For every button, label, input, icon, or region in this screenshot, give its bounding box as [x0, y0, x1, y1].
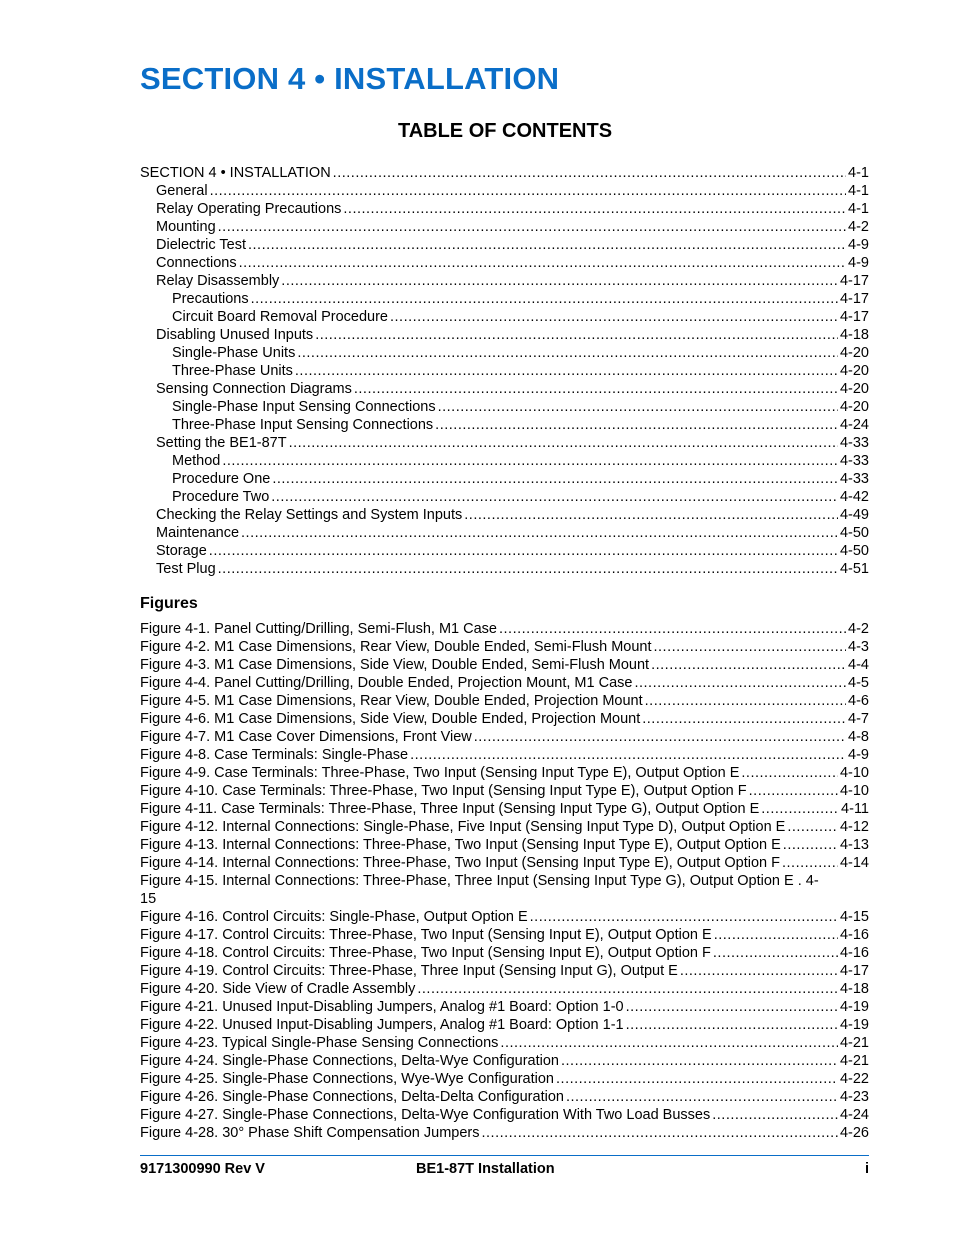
- figure-entry[interactable]: [140, 710, 869, 728]
- figure-entry[interactable]: [140, 908, 869, 926]
- toc-entry[interactable]: [140, 434, 869, 452]
- dot-leader: [297, 344, 838, 362]
- toc-entry-page: 4-18: [839, 327, 869, 343]
- dot-leader: [530, 908, 838, 926]
- figure-entry-text: Figure 4-28. 30° Phase Shift Compensation Jumpers: [140, 1125, 480, 1141]
- figure-entry[interactable]: [140, 980, 869, 998]
- dot-leader: [561, 1052, 838, 1070]
- dot-leader: [500, 1034, 838, 1052]
- footer-doc-title: BE1-87T Installation: [416, 1161, 555, 1177]
- toc-entry-page: 4-33: [839, 453, 869, 469]
- toc-entry-page: 4-2: [848, 219, 869, 235]
- figure-entry-page: 4-22: [839, 1071, 869, 1087]
- toc-entry-text: Mounting: [156, 219, 216, 235]
- figure-entry[interactable]: [140, 818, 869, 836]
- dot-leader: [680, 962, 838, 980]
- figure-entry[interactable]: [140, 1070, 869, 1088]
- toc-entry[interactable]: [140, 272, 869, 290]
- figure-entry-page: 4-10: [839, 783, 869, 799]
- footer-divider: [140, 1155, 869, 1156]
- toc-entry-text: Precautions: [172, 291, 249, 307]
- figure-entry-text: Figure 4-12. Internal Connections: Single-Phase, Five Input (Sensing Input Type D), Output Option E: [140, 819, 786, 835]
- toc-entry-text: Maintenance: [156, 525, 240, 541]
- figure-entry-page: 4-9: [848, 747, 869, 763]
- toc-entry[interactable]: [140, 362, 869, 380]
- figure-entry[interactable]: [140, 620, 869, 638]
- toc-entry-text: Three-Phase Input Sensing Connections: [172, 417, 434, 433]
- toc-entry-page: 4-33: [839, 435, 869, 451]
- dot-leader: [654, 638, 847, 656]
- figure-entry-page: 4-21: [839, 1035, 869, 1051]
- figure-entry-text: Figure 4-27. Single-Phase Connections, Delta-Wye Configuration With Two Load Busses: [140, 1107, 711, 1123]
- dot-leader: [645, 692, 846, 710]
- toc-entry[interactable]: [140, 254, 869, 272]
- dot-leader: [410, 746, 846, 764]
- toc-entry-text: Relay Operating Precautions: [156, 201, 342, 217]
- dot-leader: [713, 944, 838, 962]
- toc-entry[interactable]: [140, 416, 869, 434]
- toc-entry[interactable]: [140, 380, 869, 398]
- dot-leader: [248, 236, 846, 254]
- toc-entry[interactable]: [140, 470, 869, 488]
- figure-entry[interactable]: [140, 836, 869, 854]
- figure-entry-page: 4-16: [839, 927, 869, 943]
- toc-entry-page: 4-17: [839, 291, 869, 307]
- toc-entry-page: 4-1: [848, 165, 869, 181]
- toc-entry-text: Single-Phase Units: [172, 345, 296, 361]
- toc-entry-page: 4-49: [839, 507, 869, 523]
- dot-leader: [787, 818, 838, 836]
- toc-entry-text: Storage: [156, 543, 207, 559]
- toc-entry-page: 4-51: [839, 561, 869, 577]
- figure-entry[interactable]: [140, 728, 869, 746]
- toc-entry-page: 4-20: [839, 381, 869, 397]
- footer-page-number: i: [864, 1161, 869, 1177]
- figure-entry-text: Figure 4-6. M1 Case Dimensions, Side View, Double Ended, Projection Mount: [140, 711, 641, 727]
- figure-entry-page: 15: [140, 891, 157, 907]
- dot-leader: [333, 164, 846, 182]
- dot-leader: [749, 782, 838, 800]
- dot-leader: [315, 326, 838, 344]
- figure-entry-page: 4-6: [848, 693, 869, 709]
- figure-entry-page: 4-3: [848, 639, 869, 655]
- figure-entry-text: Figure 4-7. M1 Case Cover Dimensions, Front View: [140, 729, 472, 745]
- dot-leader: [474, 728, 846, 746]
- figure-entry[interactable]: [140, 746, 869, 764]
- dot-leader: [417, 980, 838, 998]
- dot-leader: [556, 1070, 838, 1088]
- figure-entry[interactable]: [140, 854, 869, 872]
- toc-list: [140, 164, 869, 578]
- toc-entry[interactable]: [140, 308, 869, 326]
- toc-entry-page: 4-24: [839, 417, 869, 433]
- figure-entry[interactable]: [140, 1016, 869, 1034]
- dot-leader: [354, 380, 838, 398]
- dot-leader: [295, 362, 838, 380]
- toc-entry-text: Connections: [156, 255, 237, 271]
- figure-entry-page: 4-21: [839, 1053, 869, 1069]
- dot-leader: [741, 764, 838, 782]
- figure-entry[interactable]: [140, 764, 869, 782]
- figure-entry-text: Figure 4-5. M1 Case Dimensions, Rear View, Double Ended, Projection Mount: [140, 693, 643, 709]
- figure-entry-text: Figure 4-25. Single-Phase Connections, Wye-Wye Configuration: [140, 1071, 555, 1087]
- toc-entry[interactable]: [140, 326, 869, 344]
- dot-leader: [626, 998, 838, 1016]
- figure-entry[interactable]: [140, 1124, 869, 1142]
- toc-entry-page: 4-17: [839, 273, 869, 289]
- toc-entry-text: Dielectric Test: [156, 237, 246, 253]
- toc-entry-page: 4-20: [839, 363, 869, 379]
- toc-entry[interactable]: [140, 182, 869, 200]
- toc-entry[interactable]: [140, 452, 869, 470]
- figure-entry-text: Figure 4-18. Control Circuits: Three-Phase, Two Input (Sensing Input E), Output Option F: [140, 945, 711, 961]
- dot-leader: [281, 272, 838, 290]
- dot-leader: [783, 836, 838, 854]
- figure-entry-page: 4-8: [848, 729, 869, 745]
- figure-entry[interactable]: [140, 1052, 869, 1070]
- dot-leader: [634, 674, 846, 692]
- figures-list: [140, 620, 869, 1142]
- figure-entry-text: Figure 4-23. Typical Single-Phase Sensing Connections: [140, 1035, 499, 1051]
- dot-leader: [499, 620, 846, 638]
- page-footer: [140, 1159, 869, 1179]
- figure-entry-page: 4-14: [839, 855, 869, 871]
- figure-entry[interactable]: [140, 1034, 869, 1052]
- toc-entry-text: Disabling Unused Inputs: [156, 327, 314, 343]
- dot-leader: [481, 1124, 837, 1142]
- toc-title: TABLE OF CONTENTS: [397, 120, 613, 142]
- figure-entry-page: 4-10: [839, 765, 869, 781]
- figure-entry-page: 4-15: [839, 909, 869, 925]
- toc-entry-text: Test Plug: [156, 561, 216, 577]
- figure-entry[interactable]: [140, 782, 869, 800]
- dot-leader: [438, 398, 838, 416]
- figure-entry-page: 4-12: [839, 819, 869, 835]
- toc-entry-page: 4-20: [839, 345, 869, 361]
- figure-entry[interactable]: [140, 692, 869, 710]
- figure-entry-page: 4-23: [839, 1089, 869, 1105]
- dot-leader: [761, 800, 839, 818]
- toc-entry-page: 4-50: [839, 525, 869, 541]
- toc-entry-text: Setting the BE1-87T: [156, 435, 287, 451]
- figure-entry[interactable]: [140, 1088, 869, 1106]
- figure-entry[interactable]: [140, 800, 869, 818]
- figure-entry-page: 4-19: [839, 999, 869, 1015]
- dot-leader: [712, 1106, 838, 1124]
- figure-entry-page: 4-11: [841, 801, 869, 817]
- toc-entry[interactable]: [140, 344, 869, 362]
- figure-entry-page: 4-17: [839, 963, 869, 979]
- toc-entry-text: Three-Phase Units: [172, 363, 293, 379]
- figure-entry[interactable]: [140, 872, 869, 908]
- dot-leader: [239, 254, 846, 272]
- toc-entry[interactable]: [140, 200, 869, 218]
- figure-entry-text: Figure 4-8. Case Terminals: Single-Phase: [140, 747, 409, 763]
- dot-leader: [271, 488, 838, 506]
- toc-entry-text: Relay Disassembly: [156, 273, 280, 289]
- toc-entry-text: Procedure Two: [172, 489, 270, 505]
- figure-entry-text: Figure 4-19. Control Circuits: Three-Phase, Three Input (Sensing Input G), Output E: [140, 963, 678, 979]
- toc-entry[interactable]: [140, 398, 869, 416]
- figure-entry-page: 4-13: [839, 837, 869, 853]
- figure-entry-text: Figure 4-1. Panel Cutting/Drilling, Semi-Flush, M1 Case: [140, 621, 497, 637]
- toc-entry-page: 4-9: [848, 237, 869, 253]
- toc-entry-text: Procedure One: [172, 471, 271, 487]
- dot-leader: [435, 416, 838, 434]
- dot-leader: [289, 434, 838, 452]
- toc-entry-page: 4-9: [848, 255, 869, 271]
- dot-leader: [251, 290, 838, 308]
- figure-entry[interactable]: [140, 944, 869, 962]
- toc-entry[interactable]: [140, 488, 869, 506]
- dot-leader: [390, 308, 838, 326]
- toc-entry-text: Circuit Board Removal Procedure: [172, 309, 388, 325]
- figure-entry-text: Figure 4-3. M1 Case Dimensions, Side View, Double Ended, Semi-Flush Mount: [140, 657, 650, 673]
- toc-entry-page: 4-20: [839, 399, 869, 415]
- section-title: SECTION 4 • INSTALLATION: [140, 61, 560, 96]
- toc-entry[interactable]: [140, 506, 869, 524]
- dot-leader: [642, 710, 846, 728]
- dot-leader: [782, 854, 838, 872]
- figure-entry-text: Figure 4-24. Single-Phase Connections, Delta-Wye Configuration: [140, 1053, 559, 1069]
- toc-entry[interactable]: [140, 290, 869, 308]
- figure-entry-page: 4-4: [848, 657, 869, 673]
- figure-entry-text: Figure 4-11. Case Terminals: Three-Phase, Three Input (Sensing Input Type G), Output Option E: [140, 801, 760, 817]
- figure-entry-text: Figure 4-2. M1 Case Dimensions, Rear View, Double Ended, Semi-Flush Mount: [140, 639, 652, 655]
- toc-entry[interactable]: [140, 236, 869, 254]
- figure-entry-text: Figure 4-26. Single-Phase Connections, Delta-Delta Configuration: [140, 1089, 564, 1105]
- dot-leader: [241, 524, 838, 542]
- figure-entry-text: Figure 4-17. Control Circuits: Three-Phase, Two Input (Sensing Input E), Output Option E: [140, 927, 712, 943]
- toc-entry-text: Checking the Relay Settings and System Inputs: [156, 507, 463, 523]
- figure-entry-text: Figure 4-13. Internal Connections: Three-Phase, Two Input (Sensing Input Type E), Output Option E: [140, 837, 781, 853]
- toc-entry[interactable]: [140, 560, 869, 578]
- toc-entry-page: 4-50: [839, 543, 869, 559]
- figure-entry-page: 4-26: [839, 1125, 869, 1141]
- figure-entry[interactable]: [140, 962, 869, 980]
- dot-leader: [272, 470, 838, 488]
- figure-entry[interactable]: [140, 998, 869, 1016]
- toc-entry-page: 4-1: [848, 183, 869, 199]
- footer-doc-number: 9171300990 Rev V: [140, 1161, 265, 1177]
- figure-entry-text: Figure 4-20. Side View of Cradle Assembly: [140, 981, 416, 997]
- figures-heading: Figures: [140, 595, 198, 612]
- dot-leader: [343, 200, 846, 218]
- dot-leader: [210, 182, 846, 200]
- figure-entry[interactable]: [140, 1106, 869, 1124]
- toc-entry[interactable]: [140, 524, 869, 542]
- toc-entry[interactable]: [140, 542, 869, 560]
- figure-entry-page: 4-2: [848, 621, 869, 637]
- figure-entry-text: Figure 4-14. Internal Connections: Three-Phase, Two Input (Sensing Input Type E), Output Option F: [140, 855, 780, 871]
- figure-entry-text: Figure 4-21. Unused Input-Disabling Jumpers, Analog #1 Board: Option 1-0: [140, 999, 624, 1015]
- toc-entry-text: General: [156, 183, 208, 199]
- dot-leader: [626, 1016, 838, 1034]
- figure-entry-page: 4-16: [839, 945, 869, 961]
- toc-entry-text: Method: [172, 453, 221, 469]
- dot-leader: [218, 218, 846, 236]
- figure-entry-text: Figure 4-16. Control Circuits: Single-Phase, Output Option E: [140, 909, 528, 925]
- toc-entry-text: Sensing Connection Diagrams: [156, 381, 352, 397]
- toc-entry[interactable]: [140, 164, 869, 182]
- dot-leader: [222, 452, 838, 470]
- figure-entry-page: 4-7: [848, 711, 869, 727]
- figure-entry[interactable]: [140, 926, 869, 944]
- dot-leader: [651, 656, 846, 674]
- figure-entry[interactable]: [140, 674, 869, 692]
- figure-entry[interactable]: [140, 638, 869, 656]
- dot-leader: [209, 542, 838, 560]
- figure-entry-text: Figure 4-22. Unused Input-Disabling Jumpers, Analog #1 Board: Option 1-1: [140, 1017, 624, 1033]
- figure-entry[interactable]: [140, 656, 869, 674]
- toc-entry-page: 4-1: [848, 201, 869, 217]
- figure-entry-page: 4-5: [848, 675, 869, 691]
- toc-entry-page: 4-17: [839, 309, 869, 325]
- toc-entry-page: 4-42: [839, 489, 869, 505]
- figure-entry-page: 4-24: [839, 1107, 869, 1123]
- figure-entry-page: 4-18: [839, 981, 869, 997]
- dot-leader: [218, 560, 838, 578]
- figure-entry-text: Figure 4-4. Panel Cutting/Drilling, Double Ended, Projection Mount, M1 Case: [140, 675, 633, 691]
- dot-leader: [464, 506, 838, 524]
- dot-leader: [714, 926, 838, 944]
- dot-leader: [566, 1088, 838, 1106]
- figure-entry-text: Figure 4-9. Case Terminals: Three-Phase, Two Input (Sensing Input Type E), Output Option E: [140, 765, 740, 781]
- toc-entry[interactable]: [140, 218, 869, 236]
- figure-entry-text: Figure 4-15. Internal Connections: Three-Phase, Three Input (Sensing Input Type G), Output Option E . 4-: [140, 873, 819, 889]
- figure-entry-text: Figure 4-10. Case Terminals: Three-Phase, Two Input (Sensing Input Type E), Output Option F: [140, 783, 747, 799]
- toc-entry-text: SECTION 4 • INSTALLATION: [140, 165, 331, 181]
- figure-entry-page: 4-19: [839, 1017, 869, 1033]
- toc-entry-page: 4-33: [839, 471, 869, 487]
- toc-entry-text: Single-Phase Input Sensing Connections: [172, 399, 436, 415]
